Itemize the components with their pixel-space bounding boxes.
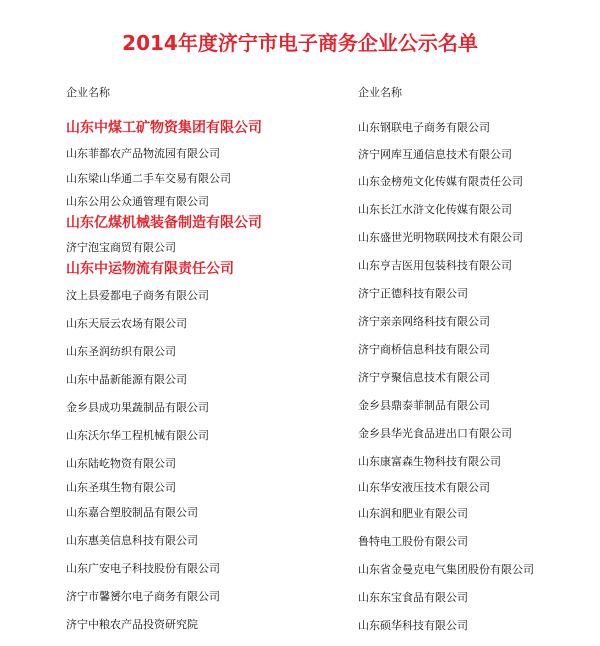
right-company-name: 济宁亲亲网络科技有限公司 [358, 315, 490, 328]
left-company-name: 山东菲都农产品物流园有限公司 [66, 147, 220, 160]
left-company-name: 山东嘉合塑胶制品有限公司 [66, 506, 198, 519]
page-title: 2014年度济宁市电子商务企业公示名单 [122, 31, 478, 55]
right-company-name: 济宁亨聚信息技术有限公司 [358, 371, 490, 384]
left-company-name: 山东梁山华通二手车交易有限公司 [66, 172, 231, 185]
right-column-header: 企业名称 [358, 86, 402, 99]
left-company-name: 济宁泡宝商贸有限公司 [66, 241, 176, 254]
right-company-name: 山东盛世光明物联网技术有限公司 [358, 231, 523, 244]
left-company-name: 山东中煤工矿物资集团有限公司 [66, 120, 262, 136]
right-company-name: 济宁正德科技有限公司 [358, 287, 468, 300]
right-company-name: 山东硕华科技有限公司 [358, 619, 468, 632]
right-company-name: 山东长江水浒文化传媒有限公司 [358, 203, 512, 216]
left-company-name: 山东中晶新能源有限公司 [66, 373, 187, 386]
right-company-name: 济宁网库互通信息技术有限公司 [358, 148, 512, 161]
right-company-name: 山东华安液压技术有限公司 [358, 481, 490, 494]
left-company-name: 山东中运物流有限责任公司 [66, 261, 234, 277]
left-company-name: 山东天辰云农场有限公司 [66, 317, 187, 330]
right-company-name: 金乡县鼎泰菲制品有限公司 [358, 399, 490, 412]
right-company-name: 山东东宝食品有限公司 [358, 591, 468, 604]
left-company-name: 山东陆屹物资有限公司 [66, 457, 176, 470]
left-company-name: 汶上县爱都电子商务有限公司 [66, 289, 209, 302]
right-company-name: 鲁特电工股份有限公司 [358, 535, 468, 548]
left-company-name: 山东广安电子科技股份有限公司 [66, 562, 220, 575]
left-company-name: 济宁中粮农产品投资研究院 [66, 618, 198, 631]
left-company-name: 山东沃尔华工程机械有限公司 [66, 429, 209, 442]
right-company-name: 金乡县华光食品进出口有限公司 [358, 427, 512, 440]
right-company-name: 济宁商桥信息科技有限公司 [358, 343, 490, 356]
left-company-name: 山东圣润纺织有限公司 [66, 345, 176, 358]
left-company-name: 山东公用公众通管理有限公司 [66, 195, 209, 208]
left-company-name: 山东圣琪生物有限公司 [66, 481, 176, 494]
right-company-name: 山东润和肥业有限公司 [358, 507, 468, 520]
right-company-name: 山东亨吉医用包装科技有限公司 [358, 259, 512, 272]
left-company-name: 山东亿煤机械装备制造有限公司 [66, 215, 262, 231]
right-company-name: 山东省金曼克电气集团股份有限公司 [358, 563, 534, 576]
right-company-name: 山东钢联电子商务有限公司 [358, 121, 490, 134]
left-company-name: 济宁市馨赟尔电子商务有限公司 [66, 590, 220, 603]
right-company-name: 山东康富森生物科技有限公司 [358, 455, 501, 468]
left-company-name: 山东惠美信息科技有限公司 [66, 534, 198, 547]
left-column-header: 企业名称 [66, 86, 110, 99]
right-company-name: 山东金榜苑文化传媒有限责任公司 [358, 175, 523, 188]
left-company-name: 金乡县成功果蔬制品有限公司 [66, 401, 209, 414]
